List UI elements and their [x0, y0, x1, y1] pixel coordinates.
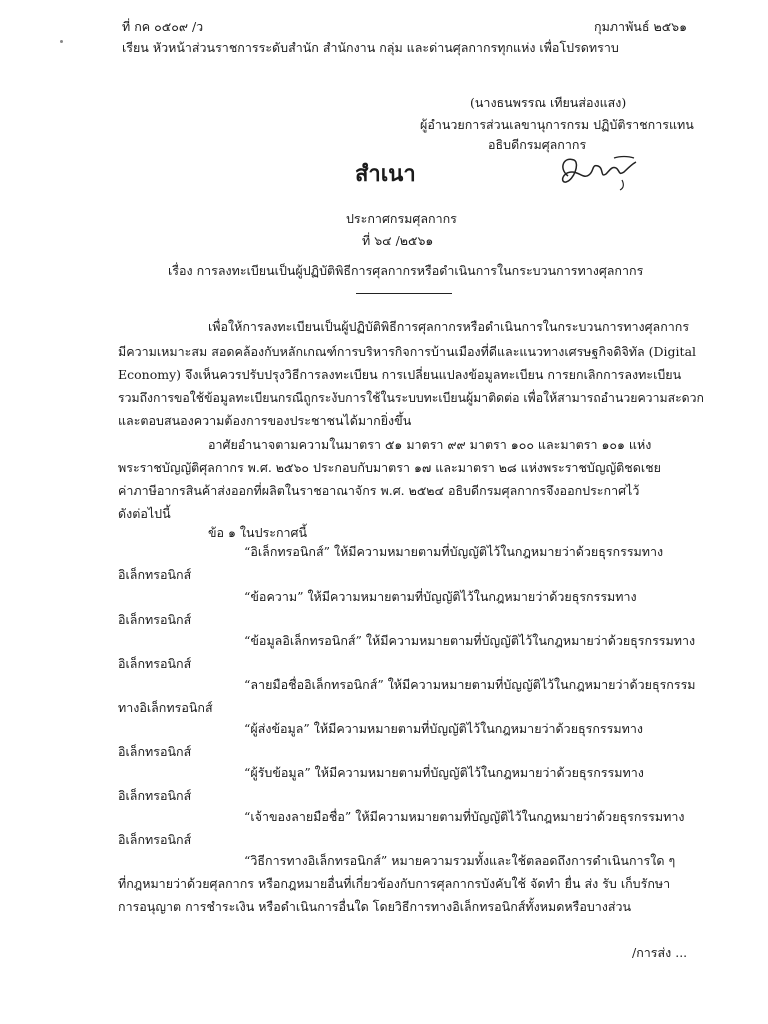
signatory-title-2: อธิบดีกรมศุลกากร [488, 137, 587, 152]
definition-term: “ลายมือชื่ออิเล็กทรอนิกส์” ให้มีความหมายตามที่บัญญัติไว้ในกฎหมายว่าด้วยธุรกรรม [244, 677, 696, 692]
method-line: ที่กฎหมายว่าด้วยศุลกากร หรือกฎหมายอื่นที่เกี่ยวข้องกับการศุลกากรบังคับใช้ จัดทำ ยื่น ส่ง รับ เก็บรักษา [118, 876, 671, 891]
definition-cont: ทางอิเล็กทรอนิกส์ [118, 700, 213, 715]
method-line: “วิธีการทางอิเล็กทรอนิกส์” หมายความรวมทั้งและใช้ตลอดถึงการดำเนินการใด ๆ [244, 853, 676, 868]
announcement-number: ที่ ๖๔ /๒๕๖๑ [362, 233, 434, 248]
definition-cont: อิเล็กทรอนิกส์ [118, 567, 192, 582]
announcement-subject: เรื่อง การลงทะเบียนเป็นผู้ปฏิบัติพิธีการศุลกากรหรือดำเนินการในกระบวนการทางศุลกากร [168, 263, 644, 278]
announcement-org: ประกาศกรมศุลกากร [346, 211, 457, 226]
definition-cont: อิเล็กทรอนิกส์ [118, 832, 192, 847]
definition-cont: อิเล็กทรอนิกส์ [118, 612, 192, 627]
definition-term: “ผู้รับข้อมูล” ให้มีความหมายตามที่บัญญัติไว้ในกฎหมายว่าด้วยธุรกรรมทาง [244, 765, 644, 780]
continuation-note: /การส่ง ... [632, 945, 688, 960]
reference-number: ที่ กค ๐๕๐๙ /ว [122, 19, 204, 34]
signatory-name: (นางธนพรรณ เทียนส่องแสง) [470, 95, 627, 110]
definition-term: “ข้อมูลอิเล็กทรอนิกส์” ให้มีความหมายตามที่บัญญัติไว้ในกฎหมายว่าด้วยธุรกรรมทาง [244, 633, 696, 648]
para1-line: รวมถึงการขอใช้ข้อมูลทะเบียนกรณีถูกระงับการใช้ในระบบทะเบียนผู้มาติดต่อ เพื่อให้สามารถอำนวยความสะดวก [118, 390, 704, 405]
clause-heading: ข้อ ๑ ในประกาศนี้ [208, 525, 308, 540]
definition-term: “ข้อความ” ให้มีความหมายตามที่บัญญัติไว้ในกฎหมายว่าด้วยธุรกรรมทาง [244, 589, 637, 604]
para2-line: พระราชบัญญัติศุลกากร พ.ศ. ๒๕๖๐ ประกอบกับมาตรา ๑๗ และมาตรา ๒๘ แห่งพระราชบัญญัติชดเชย [118, 460, 661, 475]
definition-term: “อิเล็กทรอนิกส์” ให้มีความหมายตามที่บัญญัติไว้ในกฎหมายว่าด้วยธุรกรรมทาง [244, 544, 664, 559]
scan-speck [60, 40, 63, 43]
para2-line: อาศัยอำนาจตามความในมาตรา ๕๑ มาตรา ๙๙ มาตรา ๑๐๐ และมาตรา ๑๐๑ แห่ง [208, 437, 652, 452]
definition-cont: อิเล็กทรอนิกส์ [118, 656, 192, 671]
signatory-title: ผู้อำนวยการส่วนเลขานุการกรม ปฏิบัติราชการแทน [420, 117, 694, 132]
para1-line: มีความเหมาะสม สอดคล้องกับหลักเกณฑ์การบริหารกิจการบ้านเมืองที่ดีและแนวทางเศรษฐกิจดิจิทัล (Digital [118, 344, 697, 359]
para2-line: ค่าภาษีอากรสินค้าส่งออกที่ผลิตในราชอาณาจักร พ.ศ. ๒๕๒๔ อธิบดีกรมศุลกากรจึงออกประกาศไว้ [118, 483, 640, 498]
definition-term: “เจ้าของลายมือชื่อ” ให้มีความหมายตามที่บัญญัติไว้ในกฎหมายว่าด้วยธุรกรรมทาง [244, 809, 685, 824]
para1-line: Economy) จึงเห็นควรปรับปรุงวิธีการลงทะเบียน การเปลี่ยนแปลงข้อมูลทะเบียน การยกเลิกการลงทะเบียน [118, 367, 682, 382]
handwritten-signature [554, 150, 644, 195]
definition-cont: อิเล็กทรอนิกส์ [118, 788, 192, 803]
document-date: กุมภาพันธ์ ๒๕๖๑ [594, 19, 688, 34]
method-line: การอนุญาต การชำระเงิน หรือดำเนินการอื่นใด โดยวิธีการทางอิเล็กทรอนิกส์ทั้งหมดหรือบางส่วน [118, 899, 632, 914]
definition-term: “ผู้ส่งข้อมูล” ให้มีความหมายตามที่บัญญัติไว้ในกฎหมายว่าด้วยธุรกรรมทาง [244, 721, 643, 736]
copy-stamp-title: สำเนา [355, 161, 416, 187]
definition-cont: อิเล็กทรอนิกส์ [118, 744, 192, 759]
recipient-line: เรียน หัวหน้าส่วนราชการระดับสำนัก สำนักงาน กลุ่ม และด่านศุลกากรทุกแห่ง เพื่อโปรดทราบ [122, 40, 619, 55]
para1-line: และตอบสนองความต้องการของประชาชนได้มากยิ่งขึ้น [118, 413, 412, 428]
divider-line [356, 293, 452, 294]
para1-line: เพื่อให้การลงทะเบียนเป็นผู้ปฏิบัติพิธีการศุลกากรหรือดำเนินการในกระบวนการทางศุลกากร [208, 319, 690, 334]
para2-line: ดังต่อไปนี้ [118, 506, 171, 521]
